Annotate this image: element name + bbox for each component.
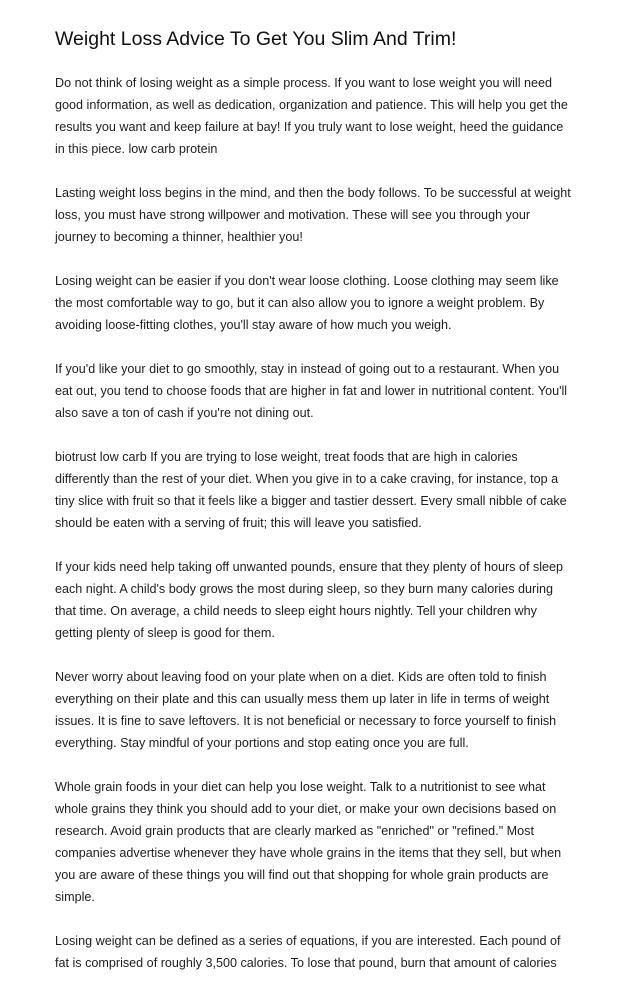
paragraph-line: good information, as well as dedication, organization and patience. This will help you get the (55, 98, 568, 112)
paragraph-line: avoiding loose-fitting clothes, you'll stay aware of how much you weigh. (55, 318, 452, 332)
paragraph-5 (55, 446, 590, 534)
paragraph-line: in this piece. low carb protein (55, 142, 218, 156)
paragraph-line: Losing weight can be defined as a series of equations, if you are interested. Each pound of (55, 934, 561, 948)
paragraph-line: Losing weight can be easier if you don't wear loose clothing. Loose clothing may seem like (55, 274, 559, 288)
paragraph-line: companies advertise whenever they have whole grains in the items that they sell, but when (55, 846, 562, 860)
paragraph-line: the most comfortable way to go, but it can also allow you to ignore a weight problem. By (55, 296, 545, 310)
paragraph-line: loss, you must have strong willpower and motivation. These will see you through your (55, 208, 531, 222)
paragraph-9 (55, 930, 590, 974)
paragraph-line: each night. A child's body grows the most during sleep, so they burn many calories during (55, 582, 554, 596)
paragraph-7 (55, 666, 590, 754)
paragraph-4 (55, 358, 590, 424)
paragraph-line: research. Avoid grain products that are clearly marked as "enriched" or "refined." Most (55, 824, 534, 838)
paragraph-line: If your kids need help taking off unwanted pounds, ensure that they plenty of hours of sleep (55, 560, 564, 574)
paragraph-line: If you'd like your diet to go smoothly, stay in instead of going out to a restaurant. When you (55, 362, 560, 376)
paragraph-line: whole grains they think you should add to your diet, or make your own decisions based on (55, 802, 557, 816)
paragraph-line: getting plenty of sleep is good for them. (55, 626, 275, 640)
paragraph-line: journey to becoming a thinner, healthier you! (55, 230, 303, 244)
paragraph-line: you are aware of these things you will find out that shopping for whole grain products are (55, 868, 549, 882)
paragraph-6 (55, 556, 590, 644)
paragraph-line: fat is comprised of roughly 3,500 calories. To lose that pound, burn that amount of calories (55, 956, 557, 970)
paragraph-line: that time. On average, a child needs to sleep eight hours nightly. Tell your children why (55, 604, 537, 618)
paragraph-line: results you want and keep failure at bay! If you truly want to lose weight, heed the guidance (55, 120, 564, 134)
paragraph-line: everything on their plate and this can usually mess them up later in life in terms of weight (55, 692, 550, 706)
paragraph-2 (55, 182, 590, 248)
paragraph-line: Lasting weight loss begins in the mind, and then the body follows. To be successful at weight (55, 186, 571, 200)
paragraph-1 (55, 72, 590, 160)
paragraph-3 (55, 270, 590, 336)
paragraph-line: Whole grain foods in your diet can help you lose weight. Talk to a nutritionist to see what (55, 780, 546, 794)
paragraph-line: issues. It is fine to save leftovers. It is not beneficial or necessary to force yourself to finish (55, 714, 557, 728)
page-title: Weight Loss Advice To Get You Slim And Trim! (55, 28, 457, 50)
paragraph-line: should be eaten with a serving of fruit; this will leave you satisfied. (55, 516, 422, 530)
paragraph-line: Never worry about leaving food on your plate when on a diet. Kids are often told to finish (55, 670, 547, 684)
paragraph-line: everything. Stay mindful of your portions and stop eating once you are full. (55, 736, 469, 750)
paragraph-8 (55, 776, 590, 908)
paragraph-line: Do not think of losing weight as a simple process. If you want to lose weight you will need (55, 76, 553, 90)
document-page (55, 0, 590, 996)
paragraph-line: biotrust low carb If you are trying to lose weight, treat foods that are high in calories (55, 450, 518, 464)
paragraph-line: eat out, you tend to choose foods that are higher in fat and lower in nutritional content. You'll (55, 384, 568, 398)
article-body (55, 72, 590, 974)
paragraph-line: differently than the rest of your diet. When you give in to a cake craving, for instance, top a (55, 472, 559, 486)
paragraph-line: simple. (55, 890, 95, 904)
paragraph-line: also save a ton of cash if you're not dining out. (55, 406, 314, 420)
paragraph-line: tiny slice with fruit so that it feels like a bigger and tastier dessert. Every small nibble of cake (55, 494, 567, 508)
